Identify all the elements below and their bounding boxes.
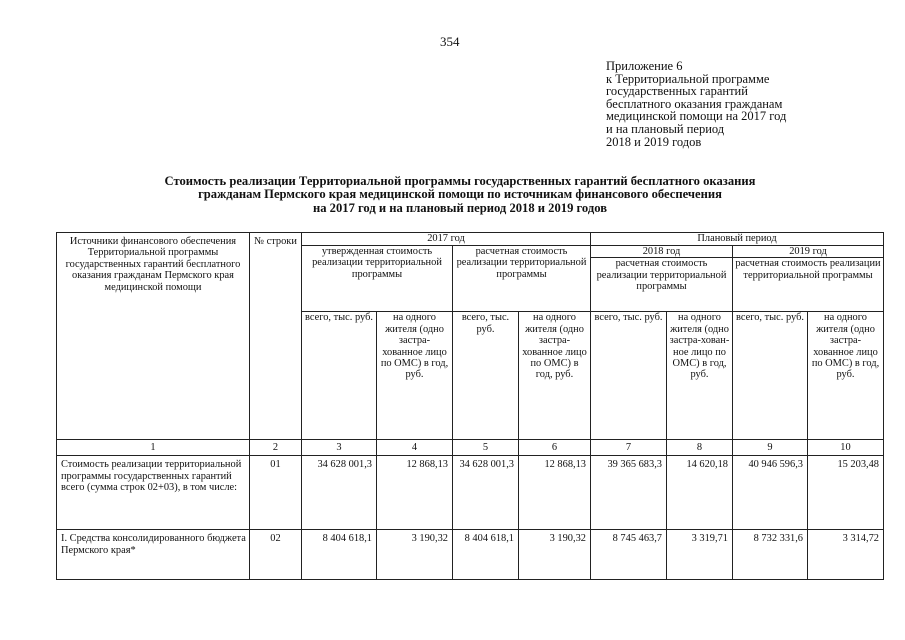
row-name: I. Средства консолидированного бюджета Пермского края*: [57, 530, 250, 580]
cell-value: 15 203,48: [808, 456, 884, 530]
row-code: 01: [250, 456, 302, 530]
column-number: 3: [302, 440, 377, 456]
appendix-line: медицинской помощи на 2017 год: [606, 109, 787, 124]
appendix-line: 2018 и 2019 годов: [606, 134, 702, 149]
cell-value: 8 404 618,1: [453, 530, 519, 580]
header-calc-cost-2018: расчетная стоимость реализации территориальной программы: [591, 258, 733, 312]
cell-value: 39 365 683,3: [591, 456, 667, 530]
column-number: 9: [733, 440, 808, 456]
column-number: 7: [591, 440, 667, 456]
header-per-resident: на одного жителя (одно застра-хован-ное лицо по ОМС) в год, руб.: [667, 312, 733, 440]
cell-value: 3 190,32: [377, 530, 453, 580]
cell-value: 8 404 618,1: [302, 530, 377, 580]
header-total: всего, тыс. руб.: [733, 312, 808, 440]
header-per-resident: на одного жителя (одно застра-хованное лицо по ОМС) в год, руб.: [808, 312, 884, 440]
table-row: [57, 456, 884, 530]
cell-value: 14 620,18: [667, 456, 733, 530]
appendix-line: бесплатного оказания гражданам: [606, 96, 783, 111]
table-row: [57, 530, 884, 580]
header-total: всего, тыс. руб.: [591, 312, 667, 440]
appendix-line: к Территориальной программе: [606, 71, 770, 86]
document-title: [60, 175, 860, 215]
header-per-resident: на одного жителя (одно застра-хованное лицо по ОМС) в год, руб.: [377, 312, 453, 440]
header-approved-cost: утвержденная стоимость реализации территориальной программы: [302, 246, 453, 312]
header-per-resident: на одного жителя (одно застра-хованное лицо по ОМС) в год, руб.: [519, 312, 591, 440]
cell-value: 3 190,32: [519, 530, 591, 580]
cell-value: 8 745 463,7: [591, 530, 667, 580]
header-year-2019: 2019 год: [733, 246, 884, 258]
cell-value: 34 628 001,3: [302, 456, 377, 530]
header-calc-cost-2017: расчетная стоимость реализации территориальной программы: [453, 246, 591, 312]
appendix-note: [606, 60, 786, 148]
column-number: 8: [667, 440, 733, 456]
cell-value: 8 732 331,6: [733, 530, 808, 580]
header-year-2017: 2017 год: [302, 233, 591, 246]
financing-table: [56, 232, 884, 580]
column-number: 10: [808, 440, 884, 456]
column-number: 1: [57, 440, 250, 456]
cell-value: 40 946 596,3: [733, 456, 808, 530]
header-total: всего, тыс. руб.: [453, 312, 519, 440]
row-name: Стоимость реализации территориальной программы государственных гарантий всего (сумма строк 02+03), в том числе:: [57, 456, 250, 530]
cell-value: 34 628 001,3: [453, 456, 519, 530]
column-number: 6: [519, 440, 591, 456]
header-row-number: № строки: [250, 233, 302, 440]
cell-value: 3 314,72: [808, 530, 884, 580]
appendix-line: Приложение 6: [606, 59, 683, 73]
row-code: 02: [250, 530, 302, 580]
appendix-line: и на плановый период: [606, 121, 725, 136]
title-line: Стоимость реализации Территориальной программы государственных гарантий бесплатного оказания: [164, 174, 756, 188]
header-sources: Источники финансового обеспечения Территориальной программы государственных гарантий бесплатного оказания гражданам Пермского края медицинской помощи: [57, 233, 250, 440]
page-number: 354: [440, 34, 460, 49]
cell-value: 12 868,13: [377, 456, 453, 530]
header-calc-cost-2019: расчетная стоимость реализации территориальной программы: [733, 258, 884, 312]
column-number: 5: [453, 440, 519, 456]
cell-value: 12 868,13: [519, 456, 591, 530]
header-total: всего, тыс. руб.: [302, 312, 377, 440]
title-line: гражданам Пермского края медицинской помощи по источникам финансового обеспечения: [198, 187, 722, 202]
column-number: 2: [250, 440, 302, 456]
column-number: 4: [377, 440, 453, 456]
cell-value: 3 319,71: [667, 530, 733, 580]
header-planned-period: Плановый период: [591, 233, 884, 246]
title-line: на 2017 год и на плановый период 2018 и 2019 годов: [312, 200, 608, 215]
appendix-line: государственных гарантий: [606, 84, 748, 99]
header-year-2018: 2018 год: [591, 246, 733, 258]
